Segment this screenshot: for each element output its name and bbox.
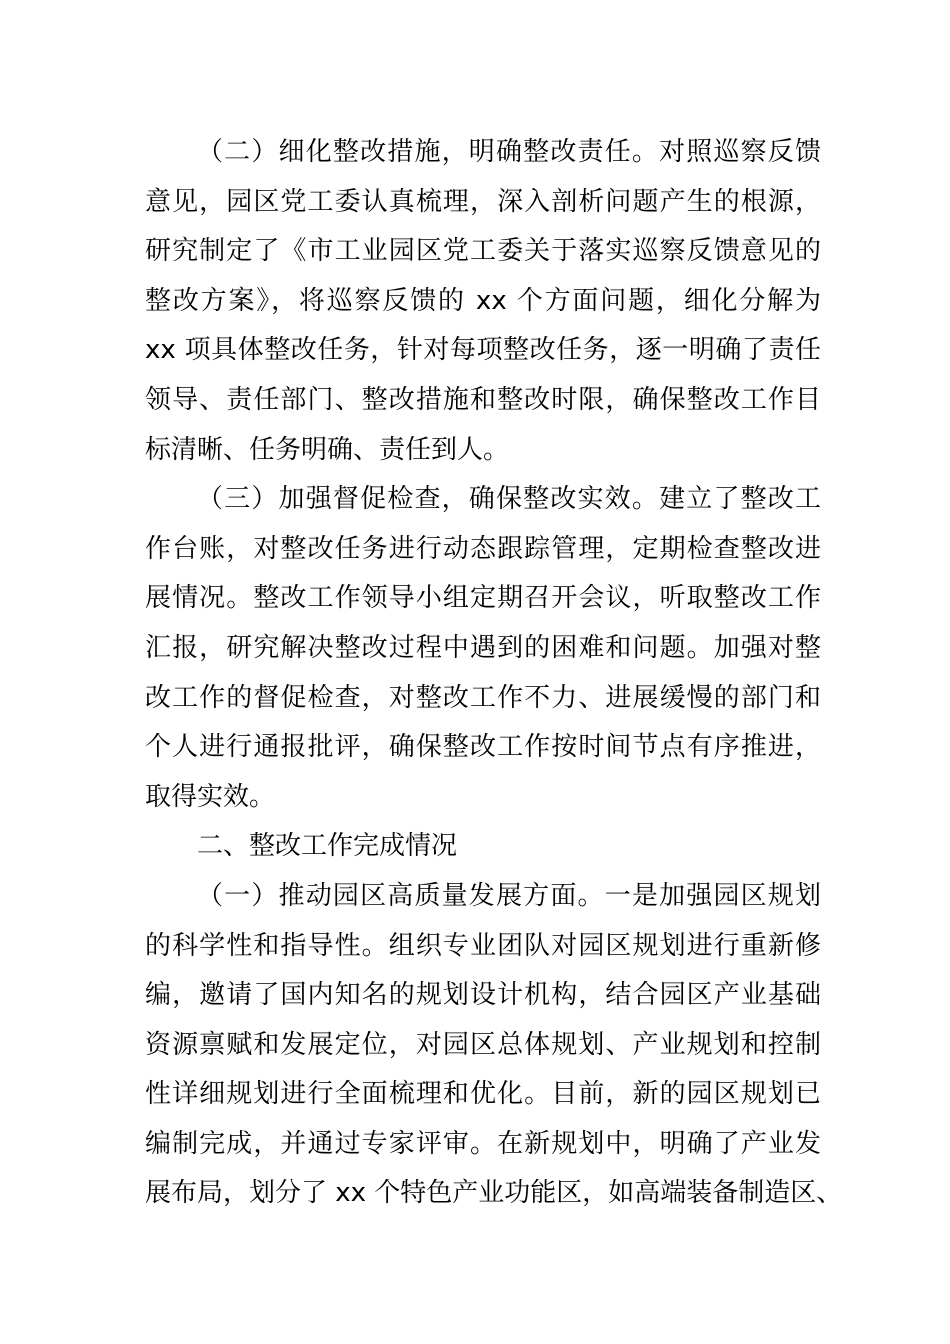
paragraph-line: 整改方案》，将巡察反馈的 xx 个方面问题，细化分解为: [145, 285, 821, 316]
paragraph-line: 编制完成，并通过专家评审。在新规划中，明确了产业发: [145, 1128, 821, 1159]
paragraph-line: 的科学性和指导性。组织专业团队对园区规划进行重新修: [145, 930, 821, 961]
paragraph-line: （三）加强督促检查，确保整改实效。建立了整改工: [197, 484, 821, 515]
paragraph-line: 领导、责任部门、整改措施和整改时限，确保整改工作目: [145, 384, 821, 415]
paragraph-line: 取得实效。: [145, 781, 276, 812]
section-heading: 二、整改工作完成情况: [197, 831, 458, 862]
paragraph-line: 个人进行通报批评，确保整改工作按时间节点有序推进，: [145, 732, 821, 763]
paragraph-line: （二）细化整改措施，明确整改责任。对照巡察反馈: [197, 137, 821, 167]
section-heading-completion: [145, 822, 821, 872]
paragraph-line: 改工作的督促检查，对整改工作不力、进展缓慢的部门和: [145, 682, 821, 713]
paragraph-line: 展情况。整改工作领导小组定期召开会议，听取整改工作: [145, 583, 821, 614]
paragraph-line: 标清晰、任务明确、责任到人。: [145, 434, 510, 465]
document-body: [145, 128, 843, 1219]
paragraph-line: 研究制定了《市工业园区党工委关于落实巡察反馈意见的: [145, 236, 821, 267]
paragraph-park-development: [145, 872, 843, 1219]
paragraph-line: 性详细规划进行全面梳理和优化。目前，新的园区规划已: [145, 1079, 821, 1110]
paragraph-line: 汇报，研究解决整改过程中遇到的困难和问题。加强对整: [145, 632, 821, 663]
paragraph-rectify-measures: [145, 128, 821, 475]
paragraph-line: （一）推动园区高质量发展方面。一是加强园区规划: [197, 880, 821, 911]
paragraph-line: 意见，园区党工委认真梳理，深入剖析问题产生的根源，: [145, 186, 821, 217]
paragraph-line: 作台账，对整改任务进行动态跟踪管理，定期检查整改进: [145, 533, 821, 564]
paragraph-line: xx 项具体整改任务，针对每项整改任务，逐一明确了责任: [145, 335, 821, 366]
paragraph-line: 展布局，划分了 xx 个特色产业功能区，如高端装备制造区、: [145, 1178, 843, 1209]
paragraph-line: 资源禀赋和发展定位，对园区总体规划、产业规划和控制: [145, 1029, 821, 1060]
paragraph-line: 编，邀请了国内知名的规划设计机构，结合园区产业基础: [145, 980, 821, 1011]
paragraph-supervision: [145, 475, 821, 822]
